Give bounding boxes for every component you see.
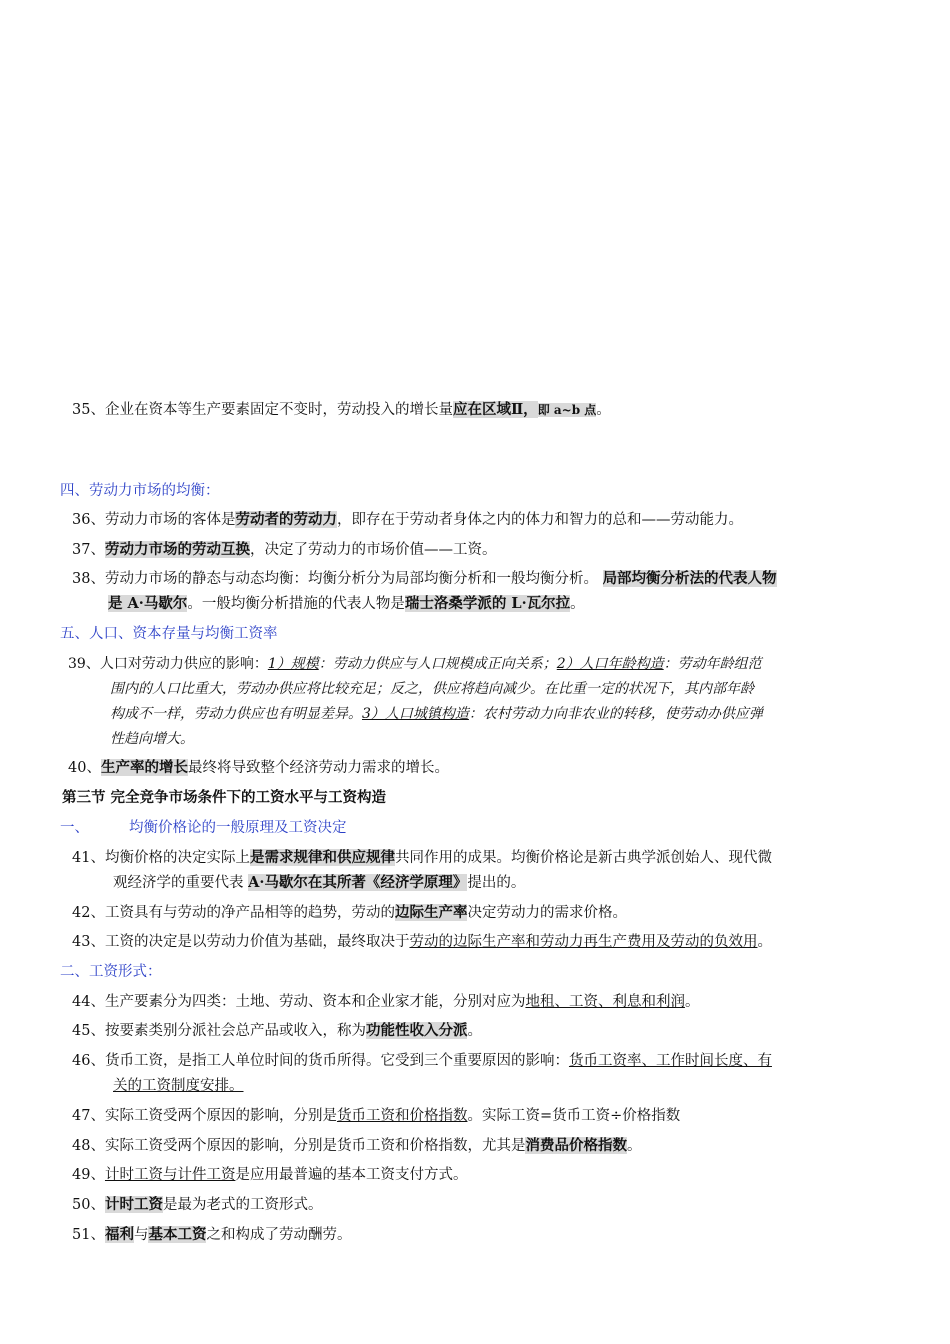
item-48-text: 48、实际工资受两个原因的影响，分别是货币工资和价格指数，尤其是 bbox=[72, 1138, 526, 1154]
item-37 bbox=[72, 540, 496, 560]
item-36-rest: ，即存在于劳动者身体之内的体力和智力的总和——劳动能力。 bbox=[336, 512, 743, 528]
item-39-line-3 bbox=[110, 704, 763, 724]
section-heading-1 bbox=[60, 818, 347, 838]
item-38-highlight-2: 是 A·马歇尔 bbox=[108, 595, 188, 612]
item-50-num: 50、 bbox=[72, 1197, 105, 1213]
item-35-highlight-points: 即 a~b 点 bbox=[537, 403, 597, 417]
item-39-line-2: 围内的人口比重大，劳动办供应将比较充足；反之，供应将趋向减少。在比重一定的状况下，其内部年龄 bbox=[110, 681, 754, 697]
item-47-underline: 货币工资和价格指数 bbox=[336, 1108, 468, 1124]
item-41-rest: 共同作用的成果。均衡价格论是新古典学派创始人、现代微 bbox=[394, 850, 772, 866]
item-49 bbox=[72, 1165, 467, 1185]
item-42 bbox=[72, 903, 627, 923]
item-46-underline-1: 货币工资率、工作时间长度、有 bbox=[568, 1053, 772, 1069]
item-49-rest: 是应用最普遍的基本工资支付方式。 bbox=[235, 1167, 468, 1183]
item-38-line-1 bbox=[72, 569, 777, 589]
item-38-mid: 。一般均衡分析措施的代表人物是 bbox=[187, 596, 405, 612]
item-50-rest: 是最为老式的工资形式。 bbox=[162, 1197, 323, 1213]
item-46-underline-2: 关的工资制度安排。 bbox=[113, 1078, 244, 1094]
section-heading-4: 四、劳动力市场的均衡： bbox=[60, 483, 220, 499]
item-44-text: 44、生产要素分为四类：土地、劳动、资本和企业家才能，分别对应为 bbox=[72, 994, 526, 1010]
item-38-text: 38、劳动力市场的静态与动态均衡：均衡分析分为局部均衡分析和一般均衡分析。 bbox=[72, 571, 598, 587]
item-38-line-2 bbox=[108, 594, 585, 614]
item-39-line-1 bbox=[68, 654, 762, 674]
item-36 bbox=[72, 510, 743, 530]
item-45 bbox=[72, 1021, 482, 1041]
item-51-mid: 与 bbox=[133, 1227, 149, 1243]
item-41-l2-text: 观经济学的重要代表 bbox=[113, 875, 249, 891]
item-39-scale: 1）规模 bbox=[267, 656, 319, 672]
item-51 bbox=[72, 1225, 351, 1245]
item-47-rest: 。实际工资=货币工资÷价格指数 bbox=[467, 1108, 681, 1124]
item-39-urban: 3）人口城镇构造 bbox=[362, 706, 469, 722]
item-39-l3-text: 构成不一样，劳动力供应也有明显差异。 bbox=[110, 706, 362, 722]
item-41-highlight-2: A·马歇尔在其所著《经济学原理》 bbox=[248, 874, 468, 891]
item-44-end: 。 bbox=[684, 994, 700, 1010]
item-48-end: 。 bbox=[626, 1138, 642, 1154]
item-43-text: 43、工资的决定是以劳动力价值为基础，最终取决于 bbox=[72, 934, 410, 950]
item-41-highlight-1: 是需求规律和供应规律 bbox=[249, 849, 395, 866]
item-42-text: 42、工资具有与劳动的净产品相等的趋势，劳动的 bbox=[72, 905, 395, 921]
item-46-line-2 bbox=[113, 1076, 244, 1096]
item-37-highlight: 劳动力市场的劳动互换 bbox=[104, 541, 250, 558]
item-47 bbox=[72, 1106, 680, 1126]
section-heading-5: 五、人口、资本存量与均衡工资率 bbox=[60, 626, 278, 642]
item-51-num: 51、 bbox=[72, 1227, 105, 1243]
item-44-underline: 地租、工资、利息和利润 bbox=[525, 994, 685, 1010]
item-38-end: 。 bbox=[570, 596, 585, 612]
item-45-end: 。 bbox=[467, 1023, 482, 1039]
item-40-rest: 最终将导致整个经济劳动力需求的增长。 bbox=[187, 760, 449, 776]
item-35 bbox=[72, 400, 611, 420]
item-46-text: 46、货币工资，是指工人单位时间的货币所得。它受到三个重要原因的影响： bbox=[72, 1053, 569, 1069]
item-43-underline: 劳动的边际生产率和劳动力再生产费用及劳动的负效用 bbox=[409, 934, 758, 950]
section-heading-1-text: 均衡价格论的一般原理及工资决定 bbox=[129, 820, 347, 836]
item-47-text: 47、实际工资受两个原因的影响，分别是 bbox=[72, 1108, 337, 1124]
item-36-text: 36、劳动力市场的客体是 bbox=[72, 512, 236, 528]
item-39-age: 2）人口年龄构造 bbox=[556, 656, 664, 672]
section-heading-1-num: 一、 bbox=[60, 820, 89, 836]
item-42-highlight: 边际生产率 bbox=[394, 904, 468, 921]
item-48 bbox=[72, 1136, 641, 1156]
item-45-highlight: 功能性收入分派 bbox=[365, 1022, 468, 1039]
item-43-end: 。 bbox=[757, 934, 772, 950]
item-40 bbox=[68, 758, 449, 778]
item-37-num: 37、 bbox=[72, 542, 105, 558]
section-3-title: 第三节 完全竞争市场条件下的工资水平与工资构造 bbox=[62, 789, 387, 806]
item-41-line-2 bbox=[113, 873, 525, 893]
item-48-highlight: 消费品价格指数 bbox=[525, 1137, 627, 1154]
item-43 bbox=[72, 932, 772, 952]
item-39-age-desc: ：劳动年龄组范 bbox=[663, 656, 762, 672]
item-36-highlight: 劳动者的劳动力 bbox=[235, 511, 337, 528]
item-46-line-1 bbox=[72, 1051, 772, 1071]
item-49-num: 49、 bbox=[72, 1167, 105, 1183]
item-51-rest: 之和构成了劳动酬劳。 bbox=[206, 1227, 352, 1243]
item-37-rest: ，决定了劳动力的市场价值——工资。 bbox=[249, 542, 497, 558]
item-38-highlight-3: 瑞士洛桑学派的 L·瓦尔拉 bbox=[404, 595, 571, 612]
item-51-highlight-1: 福利 bbox=[104, 1226, 134, 1243]
item-35-highlight: 应在区域Ⅱ， bbox=[452, 401, 538, 418]
item-40-num: 40、 bbox=[68, 760, 101, 776]
item-41-text: 41、均衡价格的决定实际上 bbox=[72, 850, 250, 866]
item-45-text: 45、按要素类别分派社会总产品或收入，称为 bbox=[72, 1023, 366, 1039]
item-39-urban-desc: ：农村劳动力向非农业的转移，使劳动办供应弹 bbox=[468, 706, 763, 722]
item-50-highlight: 计时工资 bbox=[104, 1196, 163, 1213]
item-41-line-1 bbox=[72, 848, 772, 868]
item-42-rest: 决定劳动力的需求价格。 bbox=[467, 905, 627, 921]
item-41-end: 提出的。 bbox=[467, 875, 526, 891]
item-35-text: 35、企业在资本等生产要素固定不变时，劳动投入的增长量 bbox=[72, 402, 453, 418]
item-35-end: 。 bbox=[596, 402, 611, 418]
item-44 bbox=[72, 992, 699, 1012]
item-51-highlight-2: 基本工资 bbox=[148, 1226, 207, 1243]
item-39-line-4: 性趋向增大。 bbox=[110, 731, 194, 747]
section-heading-2: 二、工资形式： bbox=[60, 964, 162, 980]
item-38-highlight-1: 局部均衡分析法的代表人物 bbox=[602, 570, 777, 587]
item-40-highlight: 生产率的增长 bbox=[100, 759, 188, 776]
item-39-scale-desc: ：劳动力供应与人口规模成正向关系； bbox=[318, 656, 557, 672]
item-50 bbox=[72, 1195, 322, 1215]
item-49-underline: 计时工资与计件工资 bbox=[104, 1167, 236, 1183]
item-39-text: 39、人口对劳动力供应的影响： bbox=[68, 656, 268, 672]
